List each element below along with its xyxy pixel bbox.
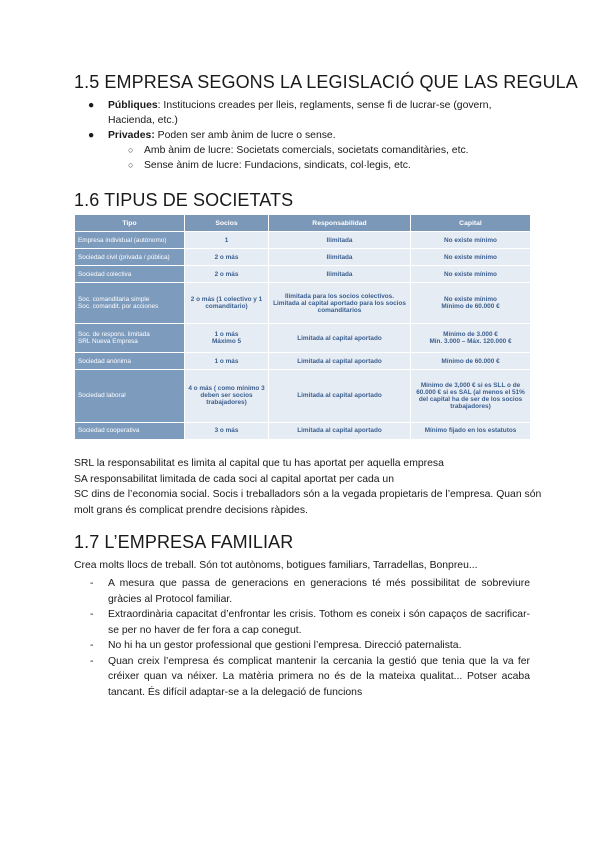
note-srl: SRL la responsabilitat es limita al capital que tu has aportat per aquella empresa xyxy=(74,458,444,469)
table-row xyxy=(75,422,531,439)
liability-cell: Ilimitada xyxy=(269,249,411,266)
type-cell: Soc. comanditaria simple Soc. comandit. por acciones xyxy=(75,283,185,324)
definition-privades: Poden ser amb ànim de lucre o sense. xyxy=(154,130,336,141)
capital-cell: Mínimo de 3,000 € si es SLL o de 60.000 € si es SAL (al menos el 51% del capital ha de ser de los socios trabajadores) xyxy=(411,370,531,423)
list-item: - A mesura que passa de generacions en generacions té més possibilitat de sobreviure gràcies al Protocol familiar. xyxy=(90,578,530,605)
partners-cell: 2 o más xyxy=(185,266,269,283)
liability-cell: Limitada al capital aportado xyxy=(269,353,411,370)
capital-cell: Mínimo fijado en los estatutos xyxy=(411,422,531,439)
type-cell: Sociedad laboral xyxy=(75,370,185,423)
family-business-list xyxy=(74,576,530,700)
section-1-5-heading: 1.5 EMPRESA SEGONS LA LEGISLACIÓ QUE LAS REGULA xyxy=(74,72,578,92)
capital-cell: Mínimo de 60.000 € xyxy=(411,353,531,370)
term-publiques: Públiques xyxy=(108,100,158,111)
table-row xyxy=(75,249,531,266)
type-cell: Sociedad cooperativa xyxy=(75,422,185,439)
table-row xyxy=(75,232,531,249)
note-sc: SC dins de l’economia social. Socis i treballadors són a la vegada propietaris de l’empresa. Quan són molt grans és complicat prendre decisions ràpides. xyxy=(74,489,542,516)
term-privades: Privades: xyxy=(108,130,155,141)
dash-bullet-icon: - xyxy=(90,640,94,651)
liability-cell: Ilimitada xyxy=(269,266,411,283)
section-1-6-heading: 1.6 TIPUS DE SOCIETATS xyxy=(74,190,294,210)
table-row xyxy=(75,324,531,353)
liability-cell: Limitada al capital aportado xyxy=(269,370,411,423)
column-header: Tipo xyxy=(75,215,185,232)
sublist-item: ○ Amb ànim de lucre: Societats comercials, societats comanditàries, etc. xyxy=(128,145,469,156)
section-1-7-heading: 1.7 L’EMPRESA FAMILIAR xyxy=(74,532,294,552)
bullet-icon: ● xyxy=(88,100,95,111)
capital-cell: No existe mínimo xyxy=(411,266,531,283)
capital-cell: Mínimo de 3.000 € Mín. 3.000 – Máx. 120.000 € xyxy=(411,324,531,353)
type-cell: Soc. de respons. limitada SRL Nueva Empresa xyxy=(75,324,185,353)
type-cell: Sociedad colectiva xyxy=(75,266,185,283)
table-row xyxy=(75,283,531,324)
liability-cell: Ilimitada para los socios colectivos. Limitada al capital aportado para los socios comanditarios xyxy=(269,283,411,324)
type-cell: Sociedad anónima xyxy=(75,353,185,370)
table-row xyxy=(75,353,531,370)
bullet-icon: ● xyxy=(88,130,95,141)
partners-cell: 1 o más Máximo 5 xyxy=(185,324,269,353)
partners-cell: 4 o más ( como mínimo 3 deben ser socios trabajadores) xyxy=(185,370,269,423)
company-types-table xyxy=(74,214,531,440)
type-cell: Sociedad civil (privada / pública) xyxy=(75,249,185,266)
column-header: Capital xyxy=(411,215,531,232)
note-sa: SA responsabilitat limitada de cada soci al capital aportat per cada un xyxy=(74,473,394,485)
table-body xyxy=(75,232,531,440)
partners-cell: 2 o más xyxy=(185,249,269,266)
partners-cell: 3 o más xyxy=(185,422,269,439)
privades-sublist xyxy=(108,143,534,173)
family-business-intro: Crea molts llocs de treball. Són tot autònoms, botigues familiars, Tarradellas, Bonpreu... xyxy=(74,560,478,571)
circle-bullet-icon: ○ xyxy=(128,160,134,170)
liability-cell: Limitada al capital aportado xyxy=(269,422,411,439)
column-header: Socios xyxy=(185,215,269,232)
capital-cell: No existe mínimo xyxy=(411,232,531,249)
list-item: - Quan creix l’empresa és complicat mantenir la cercania la gestió que tenia que la va fer créixer quan va néixer. La matèria primera no és de la mateixa qualitat... Potser acaba tancant. És difícil adaptar-se a la delegació de funcions xyxy=(90,655,530,698)
partners-cell: 2 o más (1 colectivo y 1 comanditario) xyxy=(185,283,269,324)
public-private-list xyxy=(74,98,534,173)
capital-cell: No existe mínimo xyxy=(411,249,531,266)
liability-cell: Limitada al capital aportado xyxy=(269,324,411,353)
partners-cell: 1 xyxy=(185,232,269,249)
list-item-publiques xyxy=(74,98,534,128)
dash-bullet-icon: - xyxy=(90,609,94,620)
liability-cell: Ilimitada xyxy=(269,232,411,249)
list-item: - No hi ha un gestor professional que gestioni l’empresa. Direcció paternalista. xyxy=(74,638,530,654)
table-row xyxy=(75,266,531,283)
type-cell: Empresa individual (autónomo) xyxy=(75,232,185,249)
partners-cell: 1 o más xyxy=(185,353,269,370)
company-type-notes xyxy=(74,456,544,518)
dash-bullet-icon: - xyxy=(90,655,94,667)
list-item-privades xyxy=(74,128,534,173)
definition-publiques: : Institucions creades per lleis, reglaments, sense fi de lucrar-se (govern, Hacienda, etc.) xyxy=(108,100,492,126)
table-row xyxy=(75,370,531,423)
dash-bullet-icon: - xyxy=(90,578,94,589)
circle-bullet-icon: ○ xyxy=(128,145,134,155)
column-header: Responsabilidad xyxy=(269,215,411,232)
sublist-item: ○ Sense ànim de lucre: Fundacions, sindicats, col·legis, etc. xyxy=(128,160,411,171)
capital-cell: No existe mínimo Mínimo de 60.000 € xyxy=(411,283,531,324)
list-item: - Extraordinària capacitat d’enfrontar les crisis. Tothom es coneix i són capaços de sacrificar-se per no haver de fer fora a cap conegut. xyxy=(90,609,530,636)
table-header-row xyxy=(75,215,531,232)
